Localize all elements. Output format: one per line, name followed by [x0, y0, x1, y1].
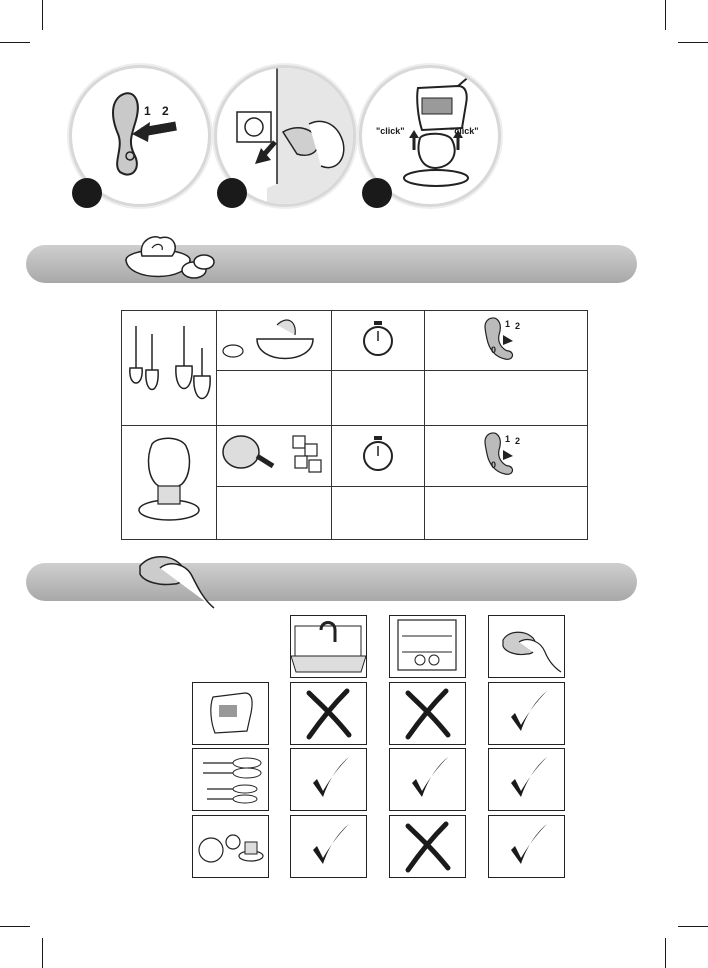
- check-mark-icon: [488, 815, 565, 878]
- ingredients-cell-1: [217, 311, 332, 371]
- table-row: [122, 426, 588, 487]
- timer-cell-2: [332, 426, 425, 487]
- cleaning-section-band: [26, 563, 637, 601]
- check-mark-icon: [488, 682, 565, 745]
- time-value-cell-1: [332, 371, 425, 426]
- step-1-marker: [72, 178, 102, 208]
- meat-and-ice-icon: [217, 426, 331, 480]
- check-mark-icon: [488, 748, 565, 811]
- chopper-parts-icon: [192, 815, 269, 878]
- cross-mark-icon: [389, 815, 466, 878]
- click-label-left: "click": [376, 126, 405, 136]
- table-row: [122, 311, 588, 371]
- speed-label-1: 1: [505, 319, 511, 329]
- sink-wash-icon: [290, 615, 367, 678]
- crop-mark: [0, 926, 30, 927]
- crop-mark: [665, 938, 666, 968]
- ingredients-value-cell-1: [217, 371, 332, 426]
- crop-mark: [0, 42, 30, 43]
- crop-mark: [42, 938, 43, 968]
- speed-label-1: 1: [144, 104, 151, 118]
- crop-mark: [678, 926, 708, 927]
- check-mark-icon: [290, 748, 367, 811]
- speed-label-0: 0: [491, 345, 497, 355]
- speed-label-2: 2: [515, 436, 521, 446]
- stopwatch-icon: [332, 426, 424, 480]
- time-value-cell-2: [332, 486, 425, 539]
- speed-label-2: 2: [515, 321, 521, 331]
- crop-mark: [678, 42, 708, 43]
- speed-label-0: 0: [491, 460, 497, 470]
- ingredients-cell-2: [217, 426, 332, 487]
- cross-mark-icon: [389, 682, 466, 745]
- preparation-table: [121, 310, 588, 540]
- stopwatch-icon: [332, 311, 424, 365]
- speed-cell-2: [425, 426, 588, 487]
- speed-value-cell-1: [425, 371, 588, 426]
- timer-cell-1: [332, 311, 425, 371]
- dishwasher-icon: [389, 615, 466, 678]
- bowl-and-eggs-icon: [217, 311, 331, 365]
- mixing-bowl-icon: [122, 230, 222, 290]
- speed-label-2: 2: [162, 104, 169, 118]
- ingredients-value-cell-2: [217, 486, 332, 539]
- crop-mark: [665, 0, 666, 30]
- speed-label-1: 1: [505, 434, 511, 444]
- whisks-accessory-cell: [122, 311, 217, 426]
- motor-unit-icon: [192, 682, 269, 745]
- whisks-beaters-icon: [192, 748, 269, 811]
- check-mark-icon: [389, 748, 466, 811]
- usage-section-band: [26, 245, 637, 283]
- step-2-marker: [217, 178, 247, 208]
- speed-value-cell-2: [425, 486, 588, 539]
- cross-mark-icon: [290, 682, 367, 745]
- crop-mark: [42, 0, 43, 30]
- step-3-marker: [362, 178, 392, 208]
- speed-cell-1: [425, 311, 588, 371]
- chopper-icon: [122, 426, 216, 534]
- wipe-cloth-icon: [488, 615, 565, 678]
- check-mark-icon: [290, 815, 367, 878]
- click-label-right: "click": [450, 126, 479, 136]
- hand-wiping-icon: [130, 548, 220, 618]
- chopper-accessory-cell: [122, 426, 217, 540]
- whisks-icon: [122, 312, 216, 420]
